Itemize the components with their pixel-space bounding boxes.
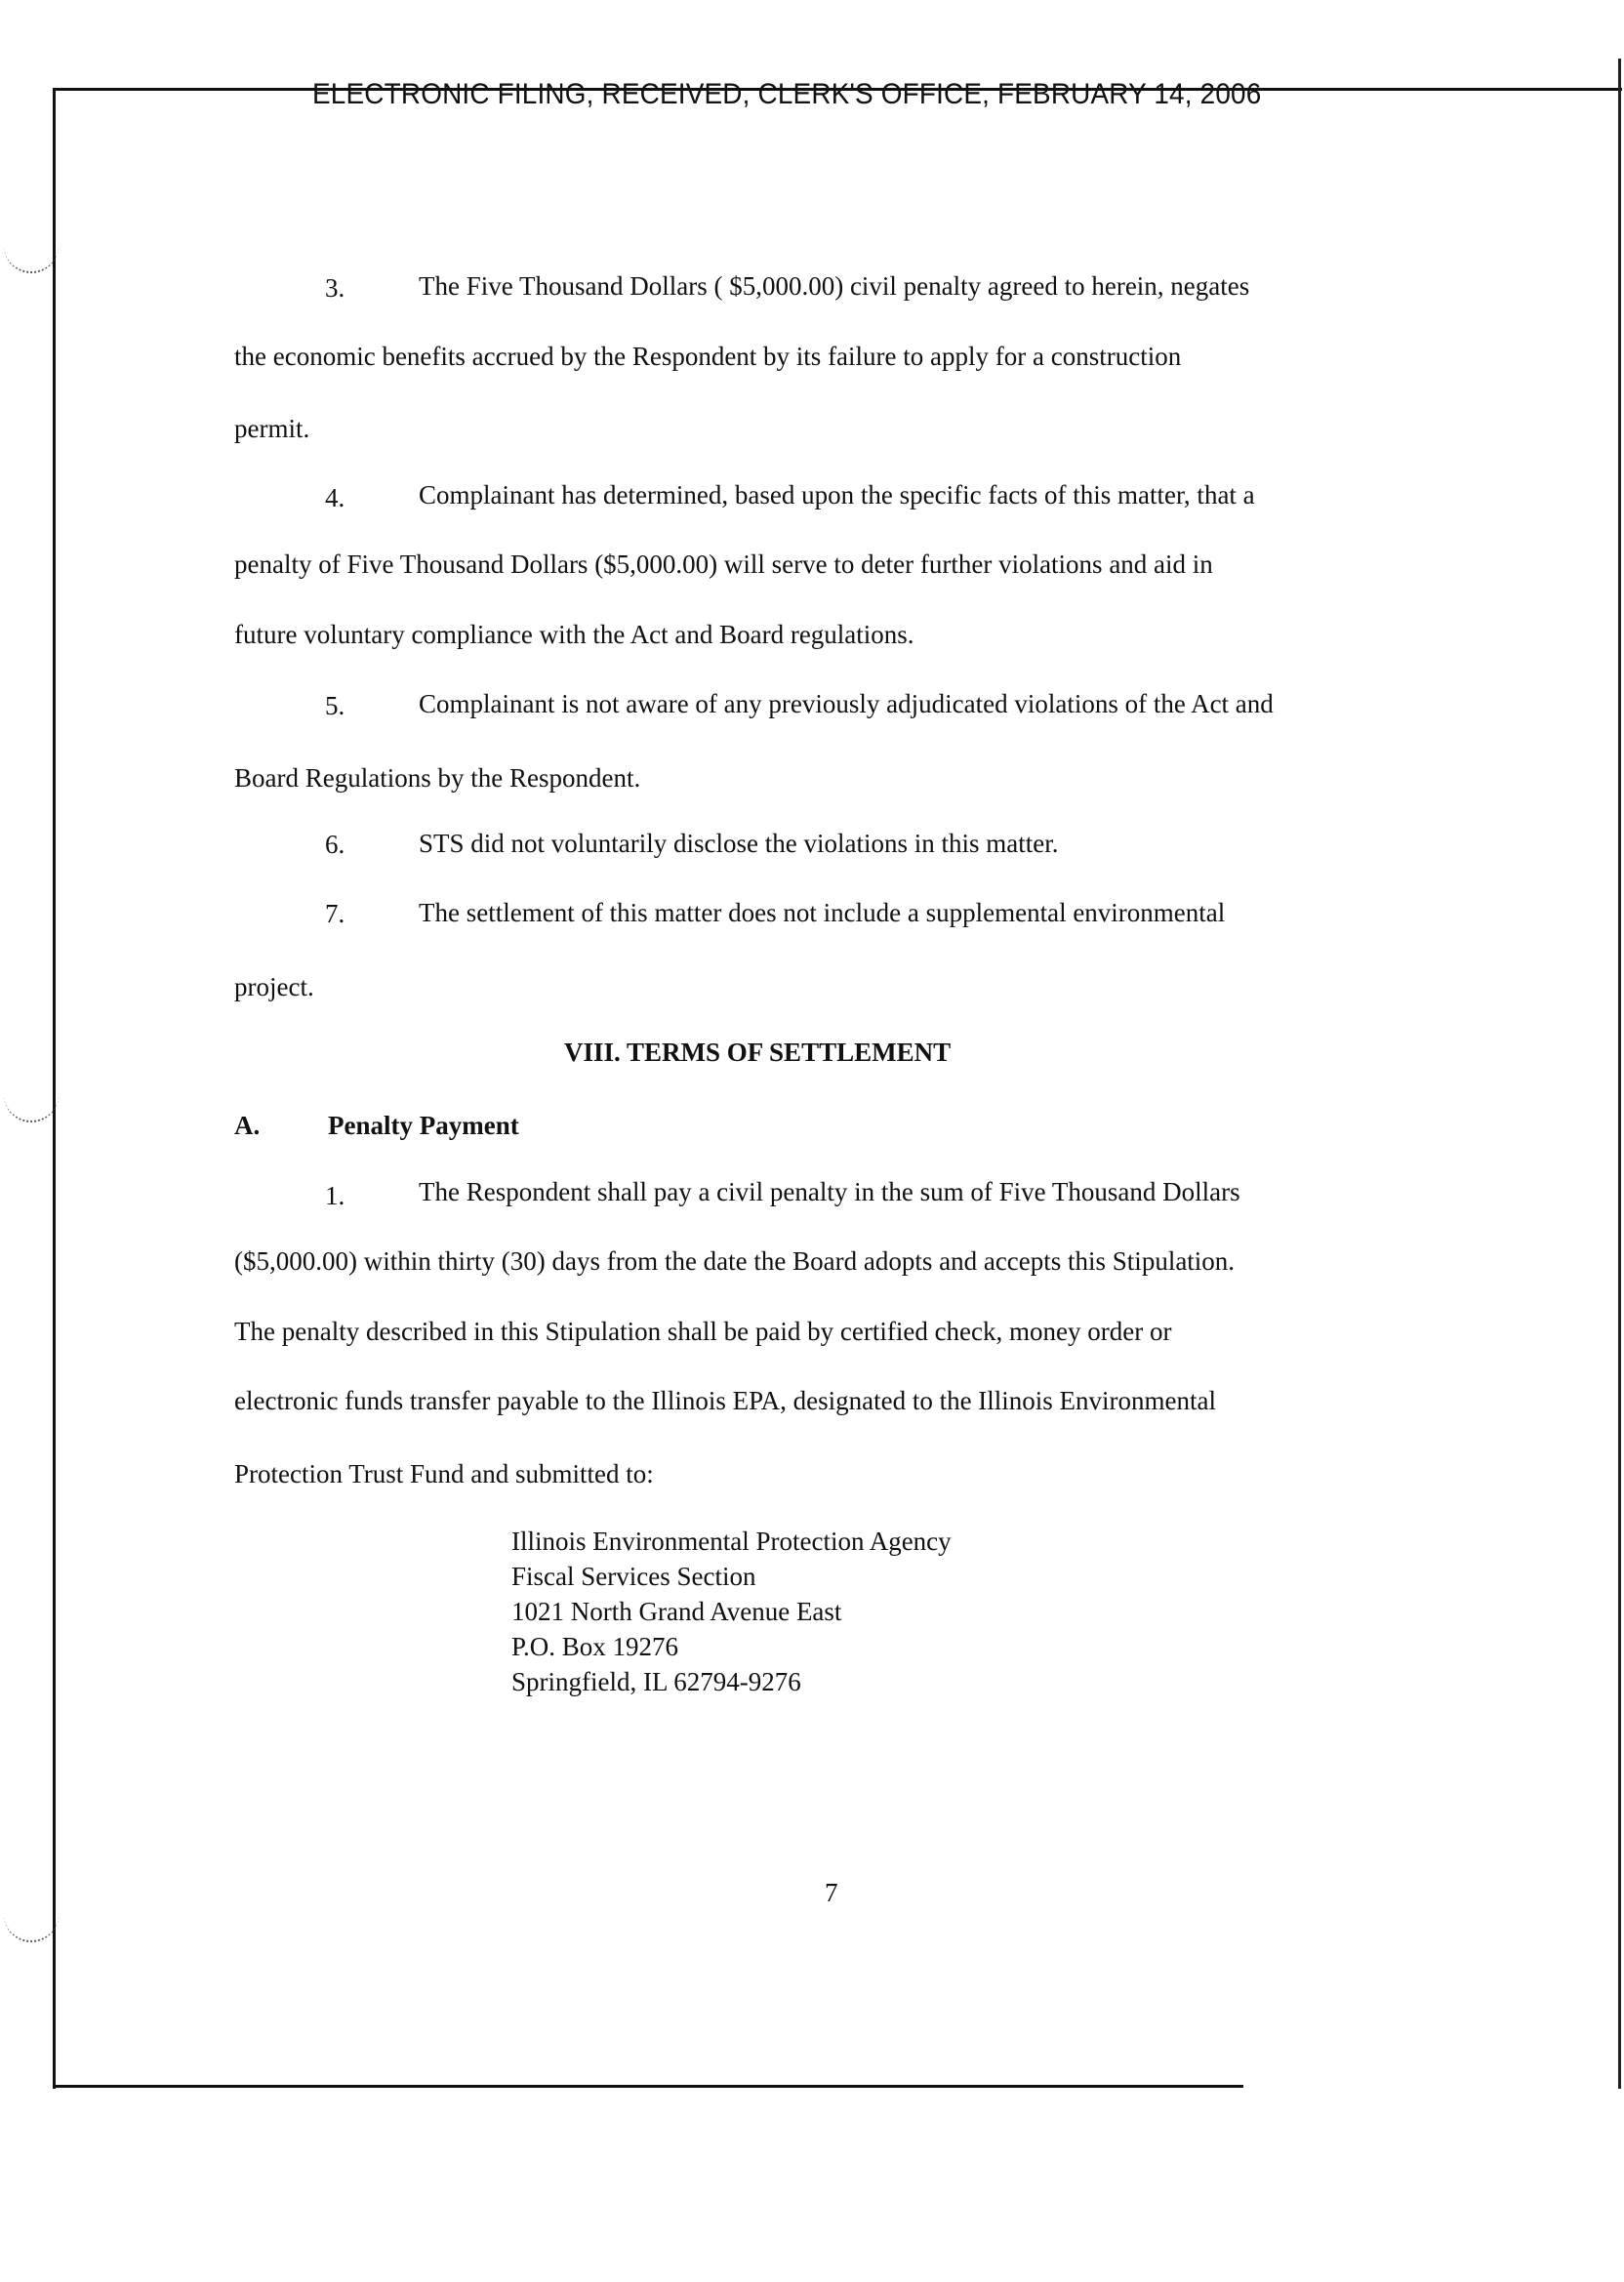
page-border-left	[53, 88, 56, 2089]
paragraph-line: The penalty described in this Stipulation shall be paid by certified check, money order or	[234, 1317, 1172, 1346]
paragraph-line: The Five Thousand Dollars ( $5,000.00) civil penalty agreed to herein, negates	[419, 271, 1250, 301]
paragraph-number: 7.	[325, 899, 345, 928]
filing-stamp-header: ELECTRONIC FILING, RECEIVED, CLERK'S OFFICE, FEBRUARY 14, 2006	[312, 78, 1262, 110]
paragraph-line: permit.	[234, 414, 310, 443]
section-heading: VIII. TERMS OF SETTLEMENT	[564, 1038, 952, 1067]
address-line: Fiscal Services Section	[511, 1562, 756, 1591]
paragraph-number: 6.	[325, 830, 345, 859]
paragraph-line: STS did not voluntarily disclose the violations in this matter.	[419, 829, 1059, 858]
punch-hole-mark	[4, 1093, 59, 1122]
paragraph-line: penalty of Five Thousand Dollars ($5,000.00) will serve to deter further violations and aid in	[234, 550, 1213, 579]
paragraph-line: Complainant has determined, based upon the specific facts of this matter, that a	[419, 480, 1255, 509]
paragraph-number: 3.	[325, 273, 345, 303]
subsection-title: Penalty Payment	[328, 1111, 519, 1140]
paragraph-line: The settlement of this matter does not include a supplemental environmental	[419, 898, 1226, 927]
paragraph-line: Complainant is not aware of any previously adjudicated violations of the Act and	[419, 689, 1274, 718]
page-number: 7	[825, 1878, 838, 1907]
address-line: 1021 North Grand Avenue East	[511, 1597, 842, 1626]
paragraph-line: ($5,000.00) within thirty (30) days from the date the Board adopts and accepts this Stipulation.	[234, 1246, 1236, 1276]
paragraph-line: Protection Trust Fund and submitted to:	[234, 1459, 654, 1488]
paragraph-line: the economic benefits accrued by the Respondent by its failure to apply for a construction	[234, 342, 1182, 371]
paragraph-number: 4.	[325, 483, 345, 512]
address-line: Springfield, IL 62794-9276	[511, 1667, 801, 1696]
page-border-bottom	[53, 2085, 1243, 2088]
paragraph-number: 5.	[325, 691, 345, 720]
paragraph-number: 1.	[325, 1181, 345, 1210]
subsection-letter: A.	[234, 1111, 261, 1140]
paragraph-line: future voluntary compliance with the Act and Board regulations.	[234, 620, 914, 649]
paragraph-line: project.	[234, 972, 314, 1001]
punch-hole-mark	[4, 244, 59, 273]
address-line: Illinois Environmental Protection Agency	[511, 1527, 952, 1556]
paragraph-line: The Respondent shall pay a civil penalty in the sum of Five Thousand Dollars	[419, 1177, 1240, 1206]
page-border-right	[1618, 59, 1621, 2089]
punch-hole-mark	[4, 1913, 59, 1942]
paragraph-line: electronic funds transfer payable to the Illinois EPA, designated to the Illinois Environmental	[234, 1386, 1217, 1415]
address-line: P.O. Box 19276	[511, 1632, 679, 1661]
paragraph-line: Board Regulations by the Respondent.	[234, 763, 641, 793]
